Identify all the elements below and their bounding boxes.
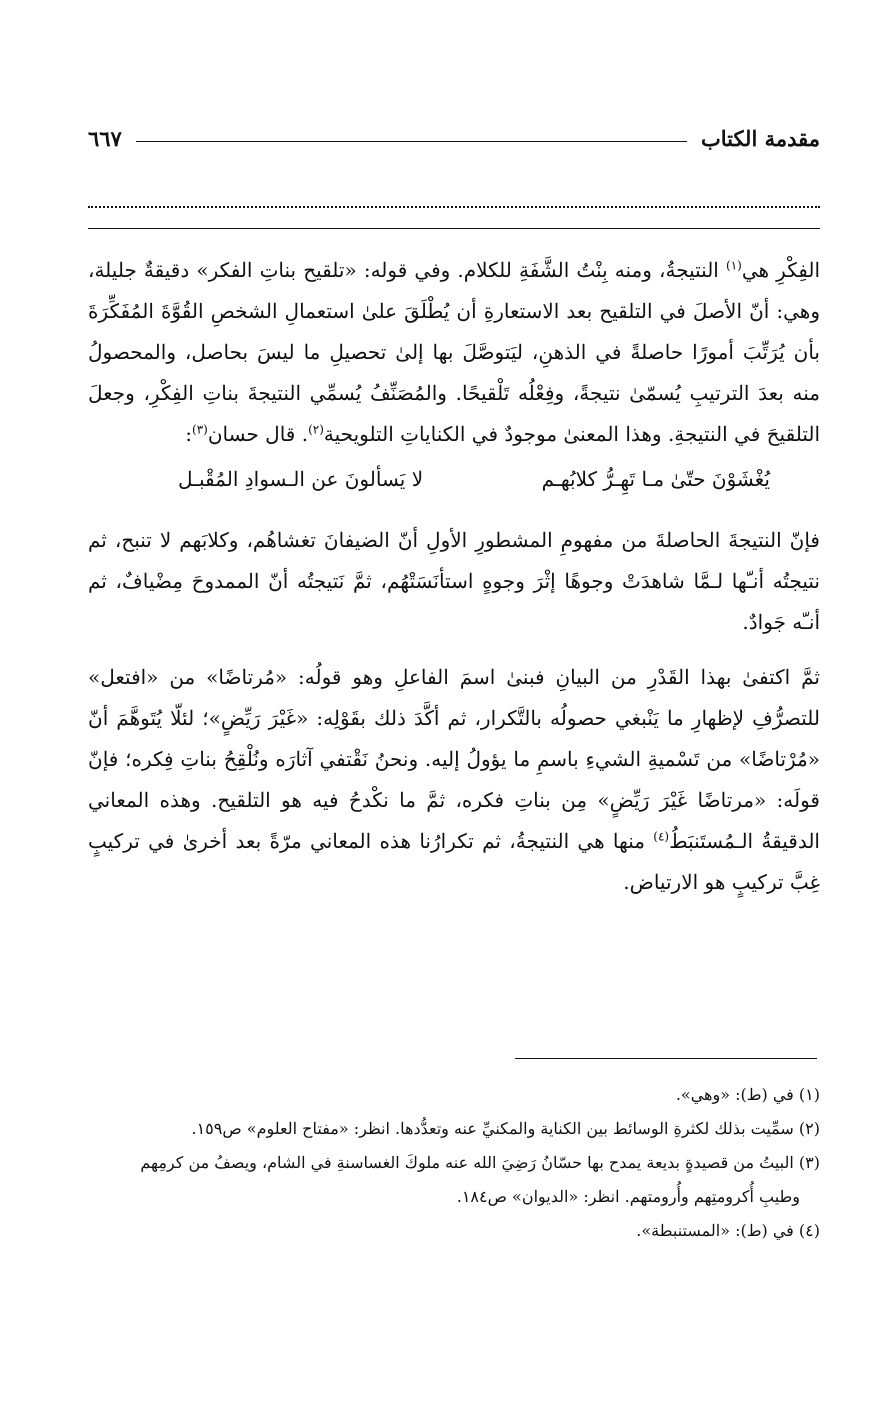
footnote-ref-3: (٣)	[192, 422, 208, 437]
header-rule	[136, 141, 687, 142]
page-number: ٦٦٧	[88, 125, 122, 151]
poetry-verse	[88, 455, 820, 508]
paragraph-1-part-a: الفِكْرِ هي	[741, 258, 821, 282]
footnote-2: (٢) سمِّيت بذلك لكثرةِ الوسائط بين الكناية والمكنيِّ عنه وتعدُّدها. انظر: «مفتاح العلوم» ص١٥٩.	[191, 1119, 820, 1138]
verse-first-hemistich: يُغْشَوْنَ حتّىٰ مـا تَهِـرُّ كلابُهـم	[541, 467, 770, 491]
paragraph-3-part-b: منها هي النتيجةُ، ثم تكرارُنا هذه المعاني مرّةً بعد أخرىٰ في تركيبٍ غِبَّ تركيبٍ هو الارتياض.	[88, 829, 820, 894]
footnote-ref-2: (٢)	[308, 422, 324, 437]
footnotes	[84, 1078, 820, 1248]
paragraph-2: فإنّ النتيجةَ الحاصلةَ من مفهومِ المشطورِ الأولِ أنّ الضيفانَ تغشاهُم، وكلابَهم لا تنبح، ثم نتيجتُه أنـّها لـمَّا شاهدَتْ وجوهًا إثْرَ وجوهٍ استأنَسَتْهُم، ثمَّ نَتيجتُه أنّ الممدوحَ مِضْيافٌ، ثم أنـّه جَوادٌ.	[88, 528, 820, 634]
paragraph-3-part-a: ثمَّ اكتفىٰ بهذا القَدْرِ من البيانِ فبنىٰ اسمَ الفاعلِ وهو قولُه: «مُرتاضًا» من «افتعل» للتصرُّفِ لإظهارِ ما يَنْبغي حصولُه بالتَّكرار، ثم أكَّدَ ذلك بقَوْلِه: «غَيْرَ رَيِّضٍ»؛ لئلّا يُتَوهَّمَ أنّ «مُرْتاضًا» من تَسْميةِ الشيءِ باسمِ ما يؤولُ إليه. ونحنُ نَقْتفي آثارَه ونُلْقِحُ بناتِ فِكره؛ فإنّ قولَه: «مرتاضًا غَيْرَ رَيِّضٍ» مِن بناتِ فكره، ثمَّ ما نكْدحُ فيه هو التلقيح. وهذه المعاني الدقيقةُ الـمُستَنبَطُ	[88, 665, 820, 853]
paragraph-1	[88, 250, 820, 455]
paragraph-1-part-c: . قال حسان	[207, 422, 309, 446]
footnote-3-continued: وطيبِ أُكرومتِهم وأُرومتهم. انظر: «الديوان» ص١٨٤.	[456, 1187, 800, 1206]
footnote-4: (٤) في (ط): «المستنبطة».	[636, 1221, 820, 1240]
verse-second-hemistich: لا يَسألونَ عن الـسوادِ المُقْبـل	[178, 467, 424, 491]
footnote-ref-4: (٤)	[653, 829, 670, 844]
main-text	[88, 250, 820, 903]
main-text-rule	[88, 228, 820, 229]
footnote-3: (٣) البيتُ من قصيدةٍ بديعة يمدح بها حسّانُ رَضِيَ الله عنه ملوكَ الغساسنةِ في الشام، ويصفُ من كرمِهم	[140, 1153, 820, 1172]
running-header	[88, 118, 820, 158]
paragraph-1-part-b: النتيجةُ، ومنه بِنْتُ الشَّفَةِ للكلام. وفي قوله: «تلقيح بناتِ الفكر» دقيقةٌ جليلة، وهي: أنّ الأصلَ في التلقيح بعد الاستعارةِ أن يُطْلَقَ علىٰ استعمالِ الشخصِ القُوَّةَ المُفَكِّرَةَ بأن يُرَتِّبَ أمورًا حاصلةً في الذهنِ، ليَتوصَّلَ بها إلىٰ تحصيلِ ما ليسَ بحاصل، والمحصولُ منه بعدَ الترتيبِ يُسمّىٰ نتيجةً، وفِعْلُه تَلْقيحًا. والمُصَنِّفُ يُسمِّي النتيجةَ بناتِ الفِكْرِ، وجعلَ التلقيحَ في النتيجةِ. وهذا المعنىٰ موجودٌ في الكناياتِ التلويحية	[88, 258, 820, 446]
paragraph-1-part-d: :	[185, 422, 192, 446]
dotted-separator	[88, 192, 820, 208]
footnote-1: (١) في (ط): «وهي».	[675, 1085, 820, 1104]
footnote-rule	[515, 1058, 817, 1059]
chapter-title: مقدمة الكتاب	[700, 125, 820, 151]
paragraph-3	[88, 657, 820, 903]
footnote-ref-1: (١)	[726, 258, 742, 273]
